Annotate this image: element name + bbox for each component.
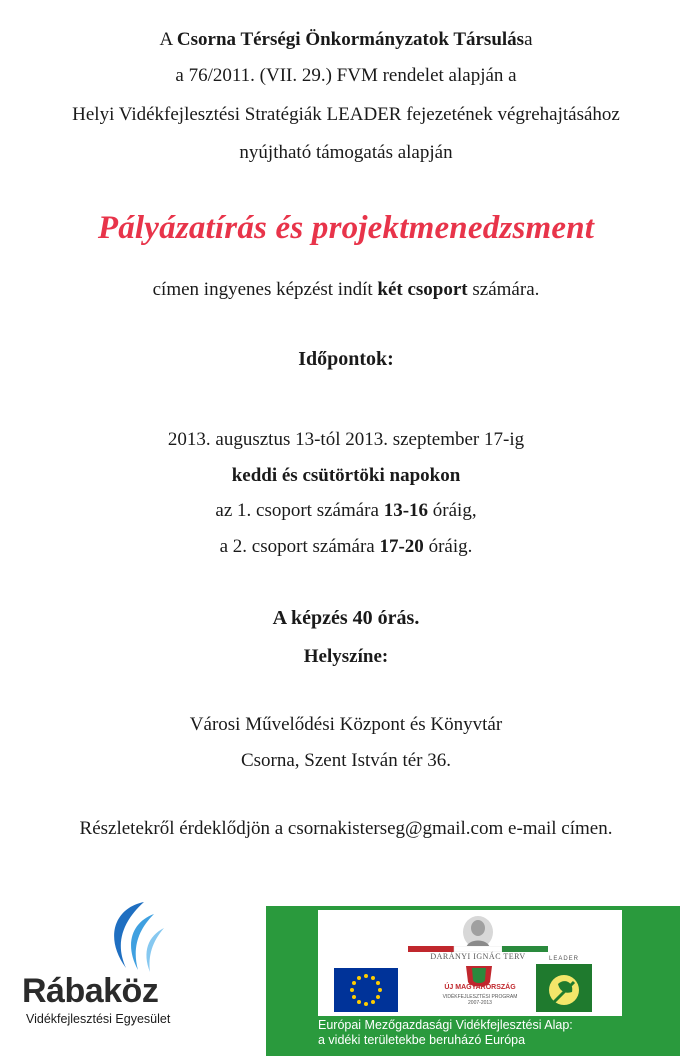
uj-magyarorszag-text: ÚJ MAGYARORSZÁG xyxy=(444,984,516,991)
course-length: A képzés 40 órás. xyxy=(272,607,420,629)
header-line-2: a 76/2011. (VII. 29.) FVM rendelet alapján a xyxy=(175,65,517,86)
group-1-label: az 1. csoport számára xyxy=(215,500,384,521)
uj-magyarorszag-subtitle xyxy=(418,994,542,1006)
program-years: 2007-2013 xyxy=(468,1000,492,1006)
group-2-time xyxy=(0,535,692,559)
videkfejlesztesi-program-text: VIDÉKFEJLESZTÉSI PROGRAM xyxy=(442,994,518,1000)
eu-caption-line-2: a vidéki területekbe beruházó Európa xyxy=(318,1033,526,1047)
rabakoz-subtitle: Vidékfejlesztési Egyesület xyxy=(26,1012,171,1026)
schedule-heading: Időpontok: xyxy=(298,348,394,370)
course-title: Pályázatírás és projektmenedzsment xyxy=(97,210,595,246)
leader-logo-icon xyxy=(536,964,592,1012)
schedule-dates: 2013. augusztus 13-tól 2013. szeptember 17-ig xyxy=(167,429,525,450)
intro-end: számára. xyxy=(467,279,540,300)
eu-caption-line-1: Európai Mezőgazdasági Vidékfejlesztési Alap: xyxy=(318,1018,573,1032)
eu-flag-icon xyxy=(334,968,398,1012)
intro-text: címen ingyenes képzést indít xyxy=(152,279,378,300)
group-2-hours: 17-20 xyxy=(379,536,424,557)
header-prefix: A xyxy=(159,29,177,50)
intro-bold: két csoport xyxy=(377,279,468,300)
wave-icon xyxy=(74,898,174,976)
intro-line xyxy=(0,278,692,302)
group-1-suffix: óráig, xyxy=(428,500,477,521)
group-1-hours: 13-16 xyxy=(383,500,429,521)
daranyi-text: DARÁNYI IGNÁC TERV xyxy=(430,952,526,961)
venue-name: Városi Művelődési Központ és Könyvtár xyxy=(189,714,503,735)
header-line-4: nyújtható támogatás alapján xyxy=(239,142,453,163)
organization-name: Csorna Térségi Önkormányzatok Társulás xyxy=(176,29,525,50)
daranyi-portrait-icon xyxy=(458,914,498,950)
rabakoz-name: Rábaköz xyxy=(22,972,159,1010)
schedule-days: keddi és csütörtöki napokon xyxy=(231,465,461,486)
venue-address: Csorna, Szent István tér 36. xyxy=(240,750,451,771)
logos-box xyxy=(318,910,622,1016)
eu-caption xyxy=(318,1018,638,1048)
header-suffix: a xyxy=(524,29,533,50)
venue-heading: Helyszíne: xyxy=(303,646,389,667)
rabakoz-logo xyxy=(12,898,212,1038)
contact-line: Részletekről érdeklődjön a csornakisterseg@gmail.com e-mail címen. xyxy=(79,818,613,839)
leader-label: LEADER xyxy=(548,956,579,962)
header-line-1 xyxy=(0,28,692,52)
group-2-label: a 2. csoport számára xyxy=(219,536,380,557)
header-line-3: Helyi Vidékfejlesztési Stratégiák LEADER fejezetének végrehajtásához xyxy=(72,104,620,125)
group-2-suffix: óráig. xyxy=(423,536,473,557)
eu-funding-panel xyxy=(266,906,680,1056)
group-1-time xyxy=(0,499,692,523)
